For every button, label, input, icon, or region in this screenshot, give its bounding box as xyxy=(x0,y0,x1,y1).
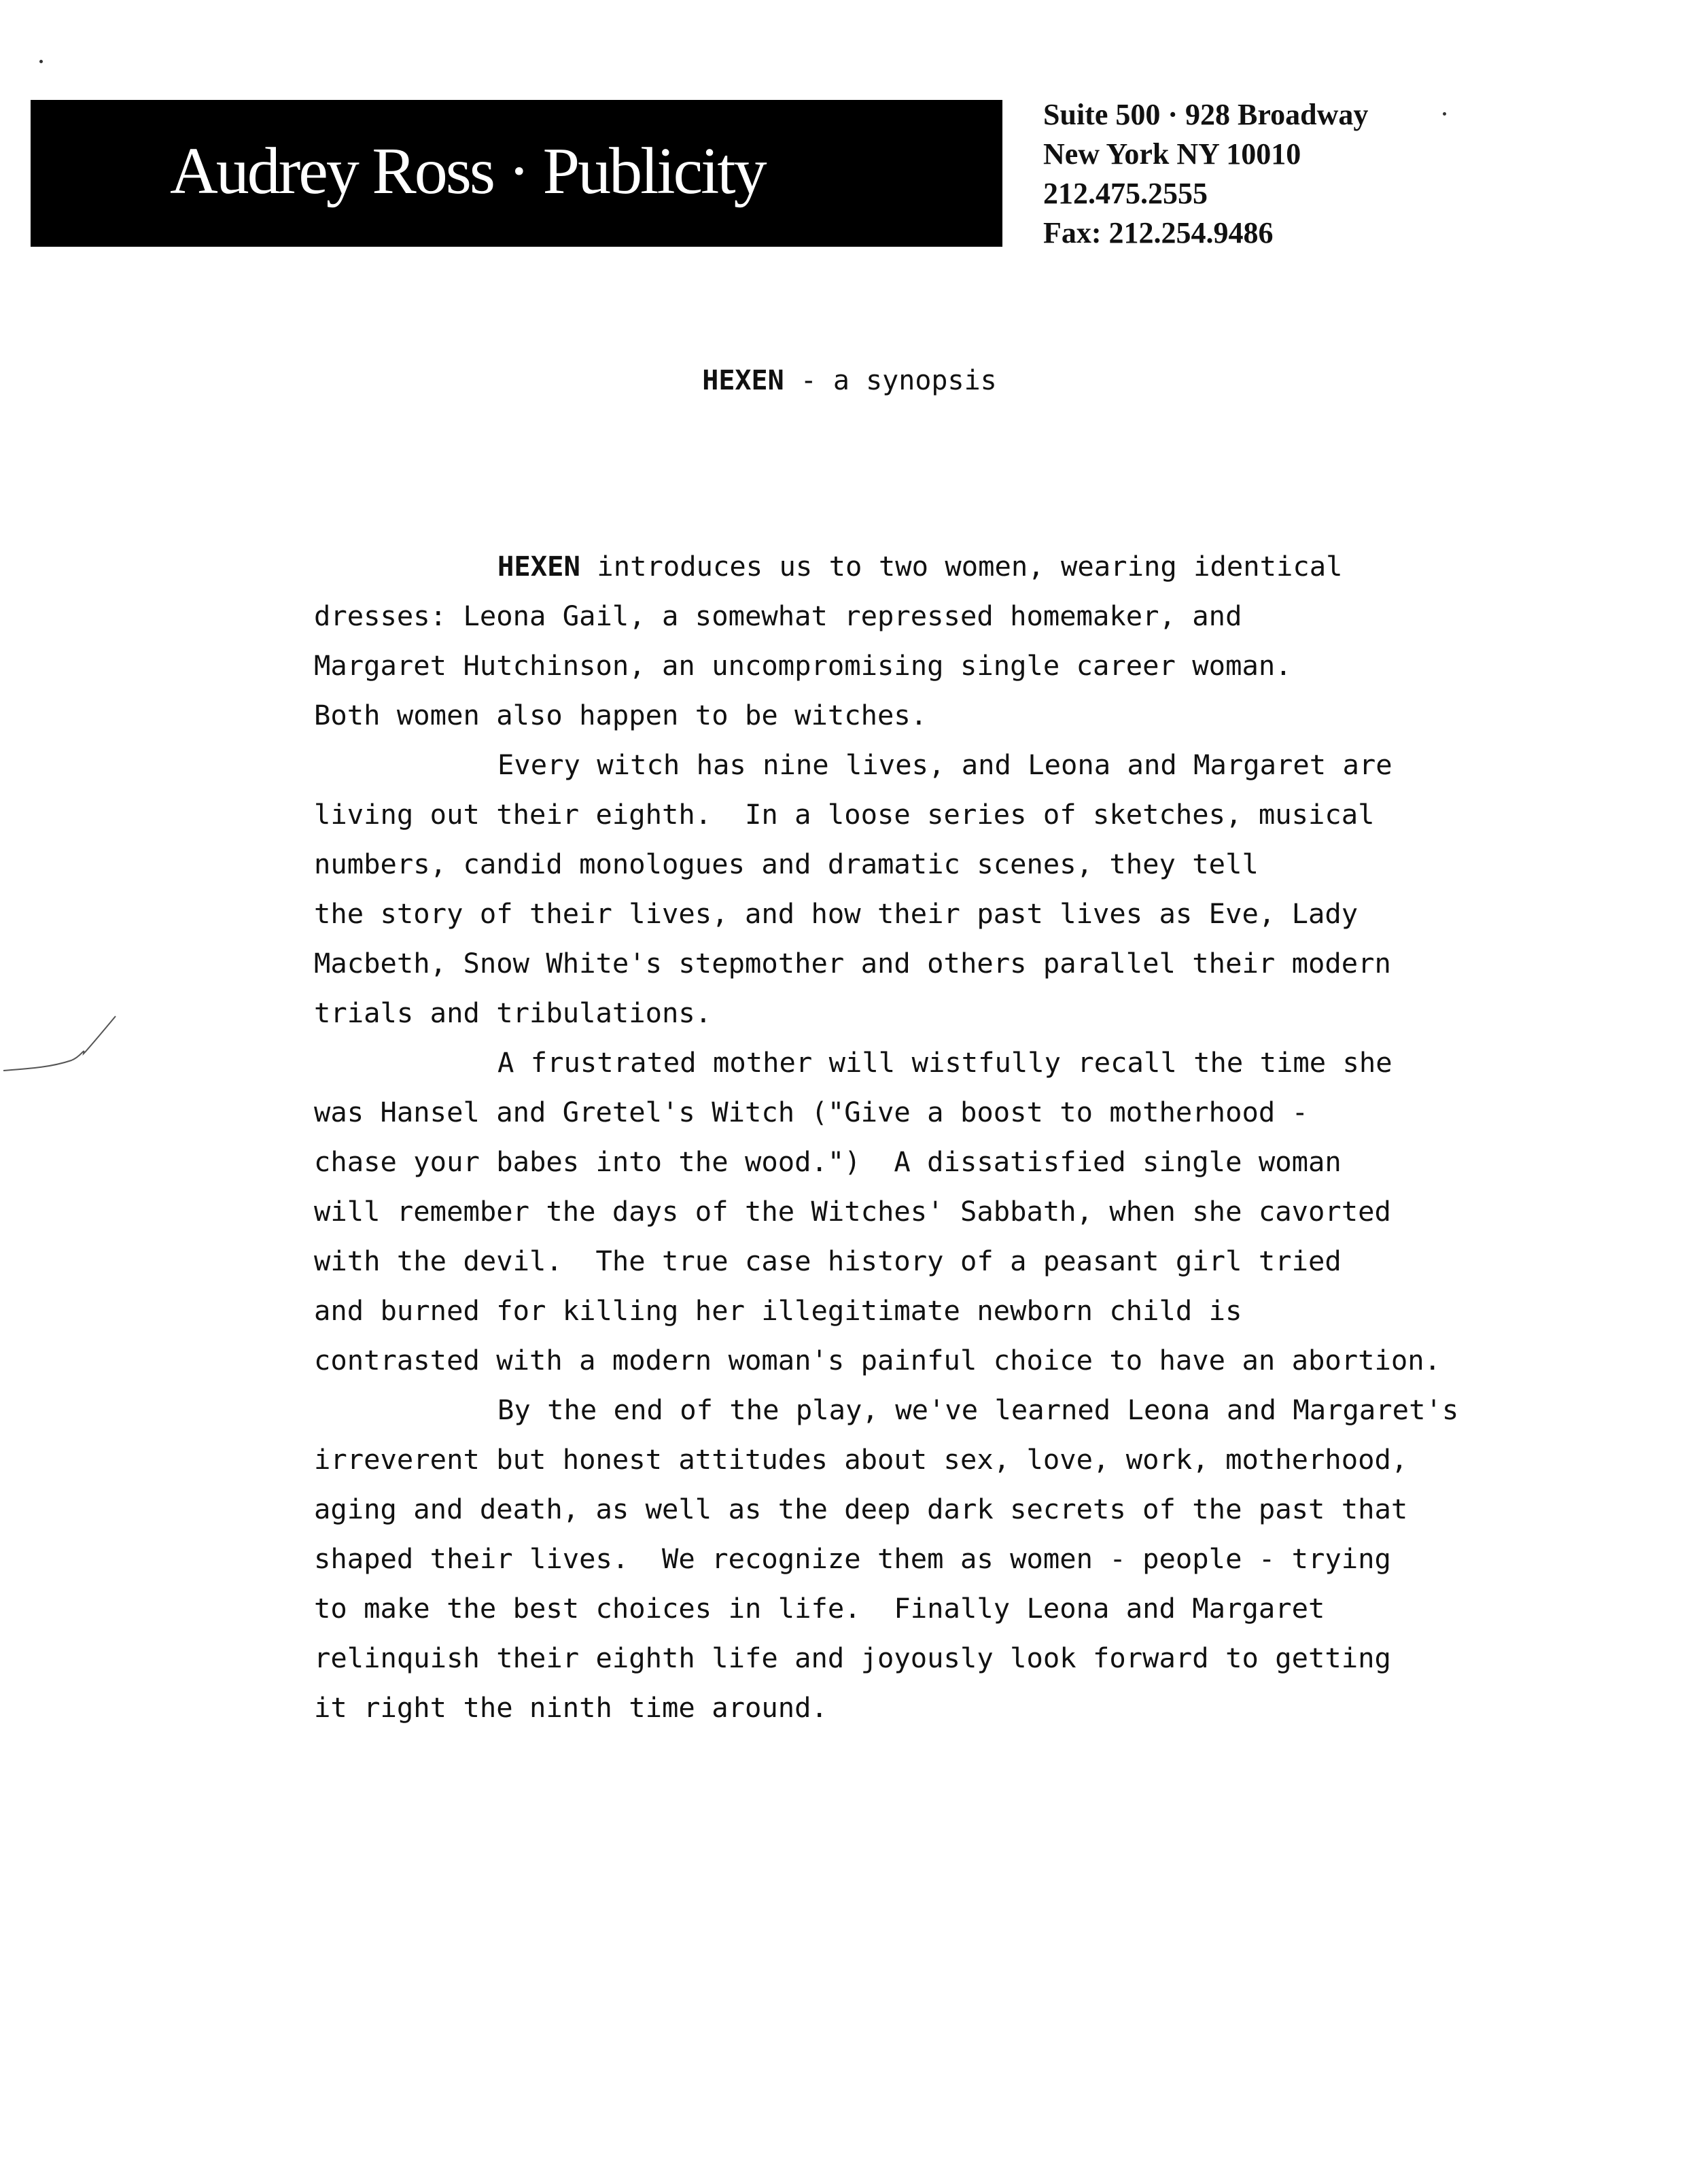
paragraph-line: with the devil. The true case history of a peasant girl tried xyxy=(314,1245,1342,1277)
paragraph-line: and burned for killing her illegitimate newborn child is xyxy=(314,1294,1242,1327)
document-title xyxy=(0,360,1699,401)
paragraph-line: A frustrated mother will wistfully recall the time she xyxy=(497,1046,1393,1079)
paragraph-line: chase your babes into the wood.") A dissatisfied single woman xyxy=(314,1145,1342,1178)
paragraph-line: numbers, candid monologues and dramatic scenes, they tell xyxy=(314,848,1259,880)
paragraph-line: shaped their lives. We recognize them as women - people - trying xyxy=(314,1542,1391,1575)
city-line: New York NY 10010 xyxy=(1043,137,1301,171)
scan-speck xyxy=(1443,112,1446,116)
paragraph-line: Every witch has nine lives, and Leona and Margaret are xyxy=(497,748,1393,781)
paragraph-line: was Hansel and Gretel's Witch ("Give a boost to motherhood - xyxy=(314,1096,1308,1128)
scan-speck xyxy=(39,60,43,63)
paragraph-line: By the end of the play, we've learned Leona and Margaret's xyxy=(497,1393,1459,1426)
paragraph-line: will remember the days of the Witches' Sabbath, when she cavorted xyxy=(314,1195,1391,1228)
fax-line: Fax: 212.254.9486 xyxy=(1043,216,1274,249)
company-name: Audrey Ross · Publicity xyxy=(170,135,765,208)
paragraph-line: relinquish their eighth life and joyously look forward to getting xyxy=(314,1642,1391,1674)
play-title-bold: HEXEN xyxy=(497,550,580,583)
letterhead-logo xyxy=(31,100,1002,247)
paragraph-line xyxy=(314,542,1537,591)
paragraph-line: living out their eighth. In a loose series of sketches, musical xyxy=(314,798,1375,831)
paragraph-line: dresses: Leona Gail, a somewhat repressed homemaker, and xyxy=(314,600,1242,632)
paragraph-line: Macbeth, Snow White's stepmother and others parallel their modern xyxy=(314,947,1391,980)
address-line: Suite 500 · 928 Broadway xyxy=(1043,98,1369,131)
paragraph-line: trials and tribulations. xyxy=(314,996,712,1029)
paragraph-line: Both women also happen to be witches. xyxy=(314,699,928,731)
title-rest: - a synopsis xyxy=(784,365,997,396)
paragraph-line: aging and death, as well as the deep dark secrets of the past that xyxy=(314,1493,1408,1525)
pencil-mark xyxy=(3,1006,119,1081)
paragraph-line: to make the best choices in life. Finally Leona and Margaret xyxy=(314,1592,1325,1625)
title-strong: HEXEN xyxy=(702,365,784,396)
paragraph-line: irreverent but honest attitudes about sex, love, work, motherhood, xyxy=(314,1443,1408,1476)
paragraph-line: contrasted with a modern woman's painful choice to have an abortion. xyxy=(314,1344,1441,1376)
line-text: introduces us to two women, wearing identical xyxy=(580,550,1343,583)
paragraph-line: it right the ninth time around. xyxy=(314,1691,828,1724)
synopsis-body xyxy=(314,542,1537,1733)
paragraph-line: the story of their lives, and how their past lives as Eve, Lady xyxy=(314,897,1359,930)
paragraph-line: Margaret Hutchinson, an uncompromising single career woman. xyxy=(314,649,1292,682)
phone-line: 212.475.2555 xyxy=(1043,177,1208,210)
contact-block xyxy=(1043,95,1368,253)
